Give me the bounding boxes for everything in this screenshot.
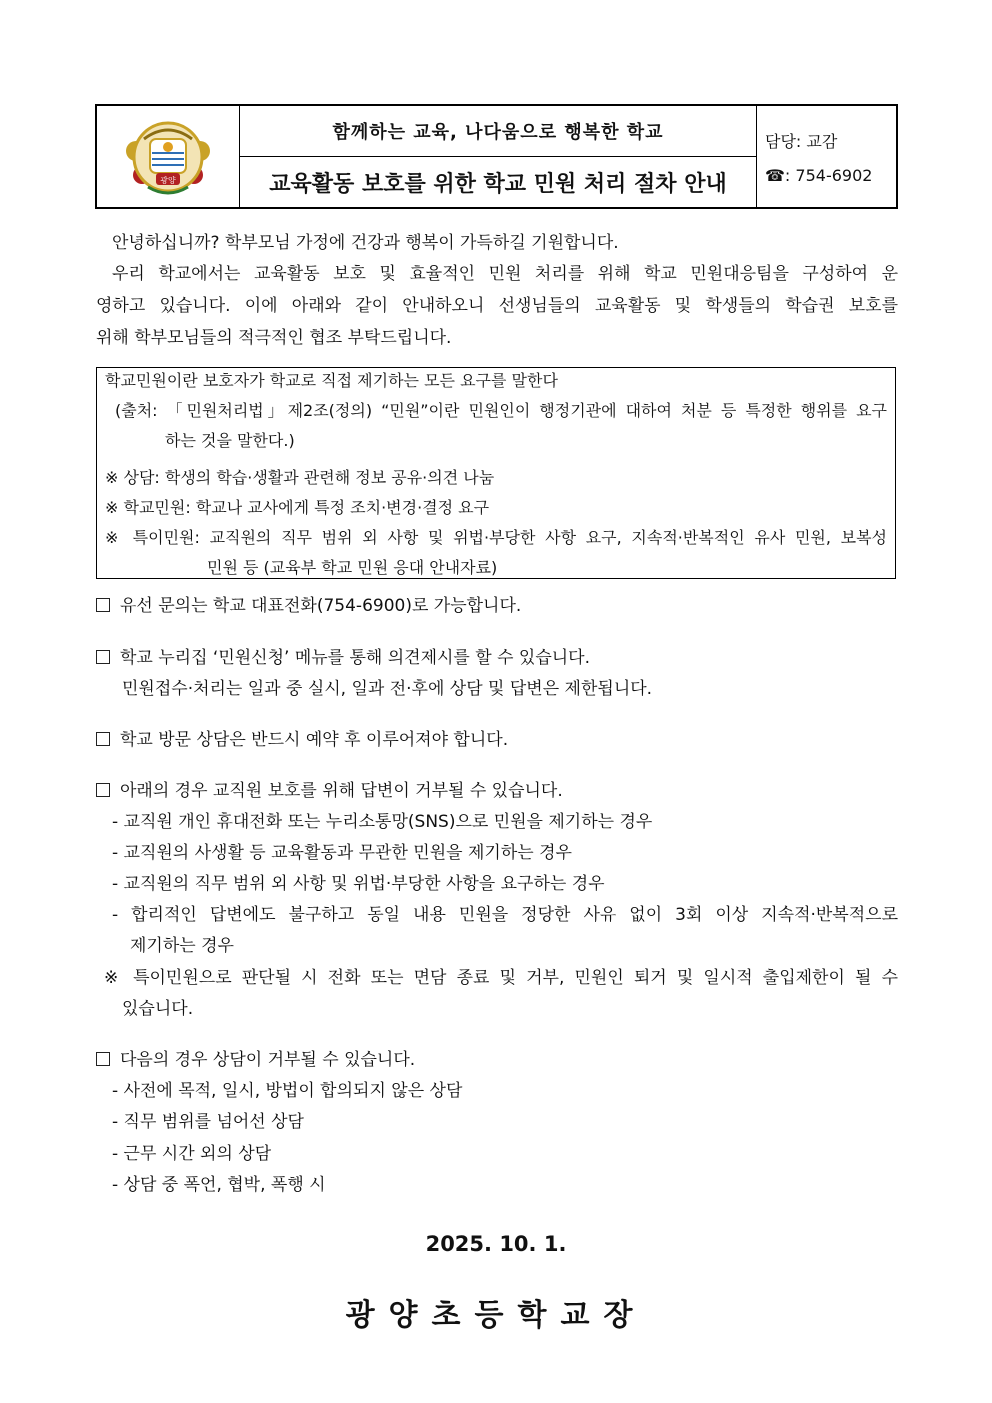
intro-line-1: 안녕하십니까? 학부모님 가정에 건강과 행복이 가득하길 기원합니다. xyxy=(112,233,619,253)
section-online-complaint xyxy=(96,643,590,674)
special-complaint-note: ※ 특이민원으로 판단될 시 전화 또는 면담 종료 및 거부, 민원인 퇴거 및 일시적 출입제한이 될 수 xyxy=(104,968,898,988)
section-text: 학교 방문 상담은 반드시 예약 후 이루어져야 합니다. xyxy=(120,730,509,750)
definition-text: 학교민원이란 보호자가 학교로 직접 제기하는 모든 요구를 말한다 xyxy=(105,371,558,390)
checkbox-square-icon xyxy=(96,783,110,797)
section-text: 아래의 경우 교직원 보호를 위해 답변이 거부될 수 있습니다. xyxy=(120,781,563,801)
school-emblem-icon xyxy=(122,117,214,197)
definition-box xyxy=(96,367,896,579)
list-item: - 교직원의 직무 범위 외 사항 및 위법·부당한 사항을 요구하는 경우 xyxy=(112,874,605,894)
list-item: - 교직원 개인 휴대전화 또는 누리소통망(SNS)으로 민원을 제기하는 경우 xyxy=(112,812,653,832)
header-table xyxy=(95,104,898,209)
section-online-complaint-sub: 민원접수·처리는 일과 중 실시, 일과 전·후에 상담 및 답변은 제한됩니다. xyxy=(122,679,653,699)
list-item: - 근무 시간 외의 상담 xyxy=(112,1144,272,1164)
definition-source-cont: 하는 것을 말한다.) xyxy=(165,431,295,450)
special-complaint-note-cont: 있습니다. xyxy=(122,999,194,1019)
list-item-cont: 제기하는 경우 xyxy=(130,936,234,956)
list-item: - 사전에 목적, 일시, 방법이 합의되지 않은 상담 xyxy=(112,1081,463,1101)
school-slogan: 함께하는 교육, 나다움으로 행복한 학교 xyxy=(240,106,756,157)
principal-signature: 광양초등학교장 xyxy=(345,1298,647,1333)
note-counseling: ※ 상담: 학생의 학습·생활과 관련해 정보 공유·의견 나눔 xyxy=(105,468,495,487)
section-phone-inquiry xyxy=(96,591,521,622)
checkbox-square-icon xyxy=(96,650,110,664)
intro-line-3: 영하고 있습니다. 이에 아래와 같이 안내하오니 선생님들의 교육활동 및 학생들의 학습권 보호를 xyxy=(96,296,898,316)
document-title: 교육활동 보호를 위한 학교 민원 처리 절차 안내 xyxy=(269,171,727,197)
definition-source: (출처: 「민원처리법」제2조(정의) “민원”이란 민원인이 행정기관에 대하여 처분 등 특정한 행위를 요구 xyxy=(115,401,887,420)
title-cell xyxy=(240,106,757,207)
svg-text:광양: 광양 xyxy=(160,175,176,185)
intro-line-2: 우리 학교에서는 교육활동 보호 및 효율적인 민원 처리를 위해 학교 민원대응팀을 구성하여 운 xyxy=(112,264,898,284)
note-special-complaint: ※ 특이민원: 교직원의 직무 범위 외 사항 및 위법·부당한 사항 요구, 지속적·반복적인 유사 민원, 보복성 xyxy=(105,528,887,547)
section-visit-counseling xyxy=(96,725,508,756)
list-item: - 합리적인 답변에도 불구하고 동일 내용 민원을 정당한 사유 없이 3회 이상 지속적·반복적으로 xyxy=(112,905,898,925)
section-counseling-refusal xyxy=(96,1045,415,1076)
checkbox-square-icon xyxy=(96,598,110,612)
list-item: - 상담 중 폭언, 협박, 폭행 시 xyxy=(112,1175,326,1195)
section-text: 유선 문의는 학교 대표전화(754-6900)로 가능합니다. xyxy=(120,596,522,616)
list-item: - 교직원의 사생활 등 교육활동과 무관한 민원을 제기하는 경우 xyxy=(112,843,572,863)
section-text: 다음의 경우 상담이 거부될 수 있습니다. xyxy=(120,1050,416,1070)
checkbox-square-icon xyxy=(96,1052,110,1066)
document-date: 2025. 10. 1. xyxy=(425,1232,567,1256)
contact-cell xyxy=(757,106,896,207)
list-item: - 직무 범위를 넘어선 상담 xyxy=(112,1112,304,1132)
logo-cell xyxy=(97,106,240,207)
section-text: 학교 누리집 ‘민원신청’ 메뉴를 통해 의견제시를 할 수 있습니다. xyxy=(120,648,590,668)
contact-person: 담당: 교감 xyxy=(765,131,838,151)
checkbox-square-icon xyxy=(96,732,110,746)
note-special-complaint-cont: 민원 등 (교육부 학교 민원 응대 안내자료) xyxy=(207,558,498,577)
intro-line-4: 위해 학부모님들의 적극적인 협조 부탁드립니다. xyxy=(96,328,452,348)
contact-phone: ☎: 754-6902 xyxy=(765,165,873,185)
section-answer-refusal xyxy=(96,776,563,807)
note-school-complaint: ※ 학교민원: 학교나 교사에게 특정 조치·변경·결정 요구 xyxy=(105,498,490,517)
